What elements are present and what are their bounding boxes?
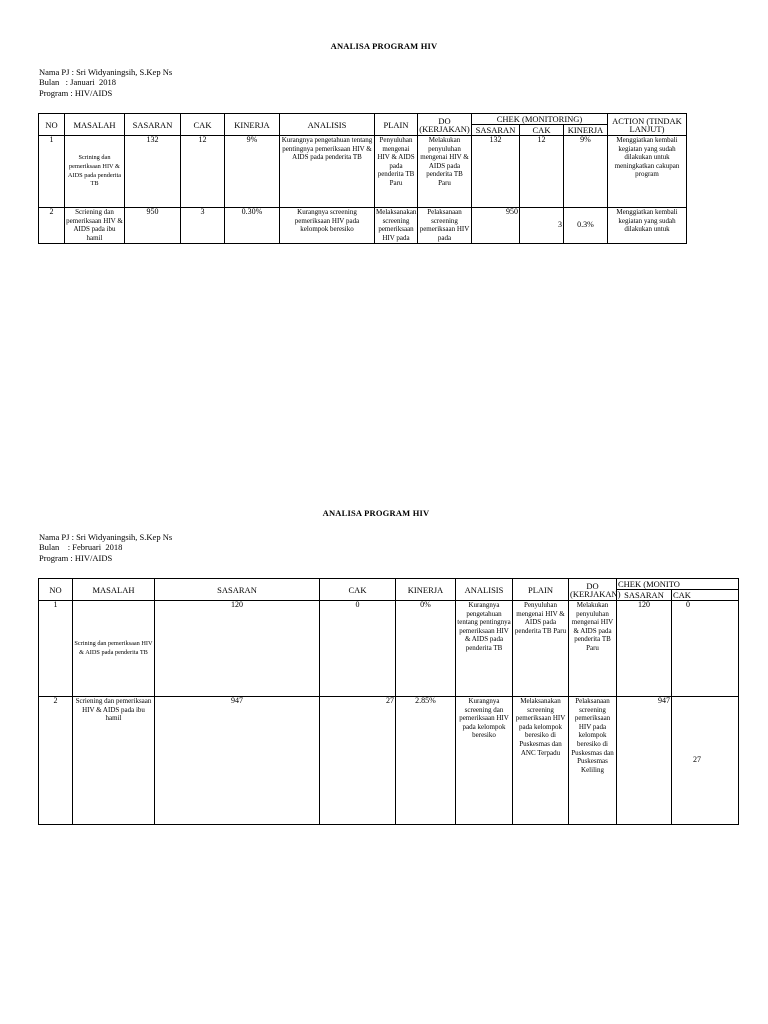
cell-masalah-text: Scriening dan pemeriksaan HIV & AIDS pada ibu hamil <box>66 208 123 242</box>
program: Program : HIV/AIDS <box>39 87 113 98</box>
cell-kinerja: 2.85% <box>396 697 456 825</box>
cell-chek-cak: 27 <box>672 697 739 825</box>
cell-no: 2 <box>39 208 65 244</box>
bulan: Bulan : Februari 2018 <box>39 542 123 553</box>
cell-cak: 27 <box>320 697 396 825</box>
analysis-table <box>38 578 739 825</box>
cell-cak: 0 <box>320 601 396 697</box>
page-title: ANALISA PROGRAM HIV <box>322 508 430 518</box>
sheet-january <box>0 0 768 480</box>
report-meta <box>39 67 172 98</box>
cell-no: 1 <box>39 601 73 697</box>
header-sasaran: SASARAN <box>155 579 320 601</box>
cell-action <box>608 208 687 244</box>
header-chek-cak: CAK <box>520 125 564 136</box>
header-analisis: ANALISIS <box>456 579 513 601</box>
cell-analisis: Kurangnya screening dan pemeriksaan HIV pada kelompok beresiko <box>456 697 513 825</box>
cell-plain-text: Melaksanakan screening pemeriksaan HIV pada <box>376 208 417 242</box>
header-do: DO (KERJAKAN) <box>419 115 470 134</box>
program: Program : HIV/AIDS <box>39 552 113 563</box>
header-sasaran: SASARAN <box>125 114 181 136</box>
header-masalah: MASALAH <box>65 114 125 136</box>
nama-pj: Nama PJ : Sri Widyaningsih, S.Kep Ns <box>39 532 173 542</box>
table-row <box>39 208 687 244</box>
header-masalah: MASALAH <box>73 579 155 601</box>
cell-action: Menggiatkan kembali kegiatan yang sudah dilakukan untuk meningkatkan cakupan program <box>608 136 687 208</box>
table-row <box>39 697 739 825</box>
header-chek-sasaran: SASARAN <box>617 590 672 601</box>
cell-chek-sasaran: 132 <box>472 136 520 208</box>
table-row <box>39 601 739 697</box>
cell-plain: Penyuluhan mengenai HIV & AIDS pada penderita TB Paru <box>513 601 569 697</box>
cell-plain: Penyuluhan mengenai HIV & AIDS pada penderita TB Paru <box>375 136 418 208</box>
bulan: Bulan : Januari 2018 <box>39 77 116 88</box>
cell-sasaran: 132 <box>125 136 181 208</box>
cell-chek-cak: 3 <box>520 208 564 244</box>
cell-analisis: Kurangnya pengetahuan tentang pentingnya pemeriksaan HIV & AIDS pada penderita TB <box>280 136 375 208</box>
header-chek: CHEK (MONITO <box>617 579 739 590</box>
cell-chek-kinerja: 0.3% <box>564 208 608 244</box>
cell-sasaran: 120 <box>155 601 320 697</box>
cell-chek-cak: 12 <box>520 136 564 208</box>
page-title: ANALISA PROGRAM HIV <box>330 41 438 51</box>
table-row <box>39 136 687 208</box>
cell-action-text: Menggiatkan kembali kegiatan yang sudah dilakukan untuk <box>616 208 678 234</box>
cell-analisis: Kurangnya screening pemeriksaan HIV pada kelompok beresiko <box>280 208 375 244</box>
cell-masalah <box>65 208 125 244</box>
sheet-february <box>0 480 768 1024</box>
cell-chek-kinerja: 9% <box>564 136 608 208</box>
cell-sasaran: 947 <box>155 697 320 825</box>
header-kinerja: KINERJA <box>225 114 280 136</box>
cell-chek-sasaran: 947 <box>617 697 672 825</box>
cell-kinerja: 0.30% <box>225 208 280 244</box>
cell-do-text: Pelaksanaan screening pemeriksaan HIV pada <box>419 208 470 242</box>
cell-sasaran: 950 <box>125 208 181 244</box>
header-analisis: ANALISIS <box>280 114 375 136</box>
cell-do: Pelaksanaan screening pemeriksaan HIV pada kelompok beresiko di Puskesmas dan Puskesmas Keliling <box>569 697 617 825</box>
table-viewport <box>0 480 701 1024</box>
cell-analisis: Kurangnya pengetahuan tentang pentingnya pemeriksaan HIV & AIDS pada penderita TB <box>456 601 513 697</box>
cell-no: 2 <box>39 697 73 825</box>
header-chek-kinerja: KINERJA <box>564 125 608 136</box>
cell-kinerja: 9% <box>225 136 280 208</box>
header-chek: CHEK (MONITORING) <box>472 114 608 125</box>
header-plain: PLAIN <box>375 114 418 136</box>
header-no: NO <box>39 114 65 136</box>
header-do: DO (KERJAKAN) <box>570 580 621 599</box>
cell-do: Melakukan penyuluhan mengenai HIV & AIDS pada penderita TB Paru <box>569 601 617 697</box>
header-cak: CAK <box>320 579 396 601</box>
cell-no: 1 <box>39 136 65 208</box>
cell-masalah: Scrining dan pemeriksaan HIV & AIDS pada penderita TB <box>65 136 125 208</box>
cell-chek-sasaran: 950 <box>472 208 520 244</box>
header-chek-cak: CAK <box>672 590 739 601</box>
nama-pj: Nama PJ : Sri Widyaningsih, S.Kep Ns <box>39 67 173 77</box>
analysis-table <box>38 113 687 244</box>
header-kinerja: KINERJA <box>396 579 456 601</box>
header-action: ACTION (TINDAK LANJUT) <box>608 114 687 136</box>
cell-chek-cak: 0 <box>672 601 739 697</box>
cell-do: Melakukan penyuluhan mengenai HIV & AIDS pada penderita TB Paru <box>418 136 472 208</box>
cell-cak: 3 <box>181 208 225 244</box>
header-cak: CAK <box>181 114 225 136</box>
cell-plain: Melaksanakan screening pemeriksaan HIV pada kelompok beresiko di Puskesmas dan ANC Terpadu <box>513 697 569 825</box>
cell-masalah: Scrining dan pemeriksaan HIV & AIDS pada penderita TB <box>73 601 155 697</box>
cell-chek-sasaran: 120 <box>617 601 672 697</box>
cell-cak: 12 <box>181 136 225 208</box>
cell-do <box>418 208 472 244</box>
cell-masalah: Scriening dan pemeriksaan HIV & AIDS pada ibu hamil <box>73 697 155 825</box>
header-plain: PLAIN <box>513 579 569 601</box>
cell-plain <box>375 208 418 244</box>
header-chek-sasaran: SASARAN <box>472 125 520 136</box>
cell-kinerja: 0% <box>396 601 456 697</box>
header-no: NO <box>39 579 73 601</box>
